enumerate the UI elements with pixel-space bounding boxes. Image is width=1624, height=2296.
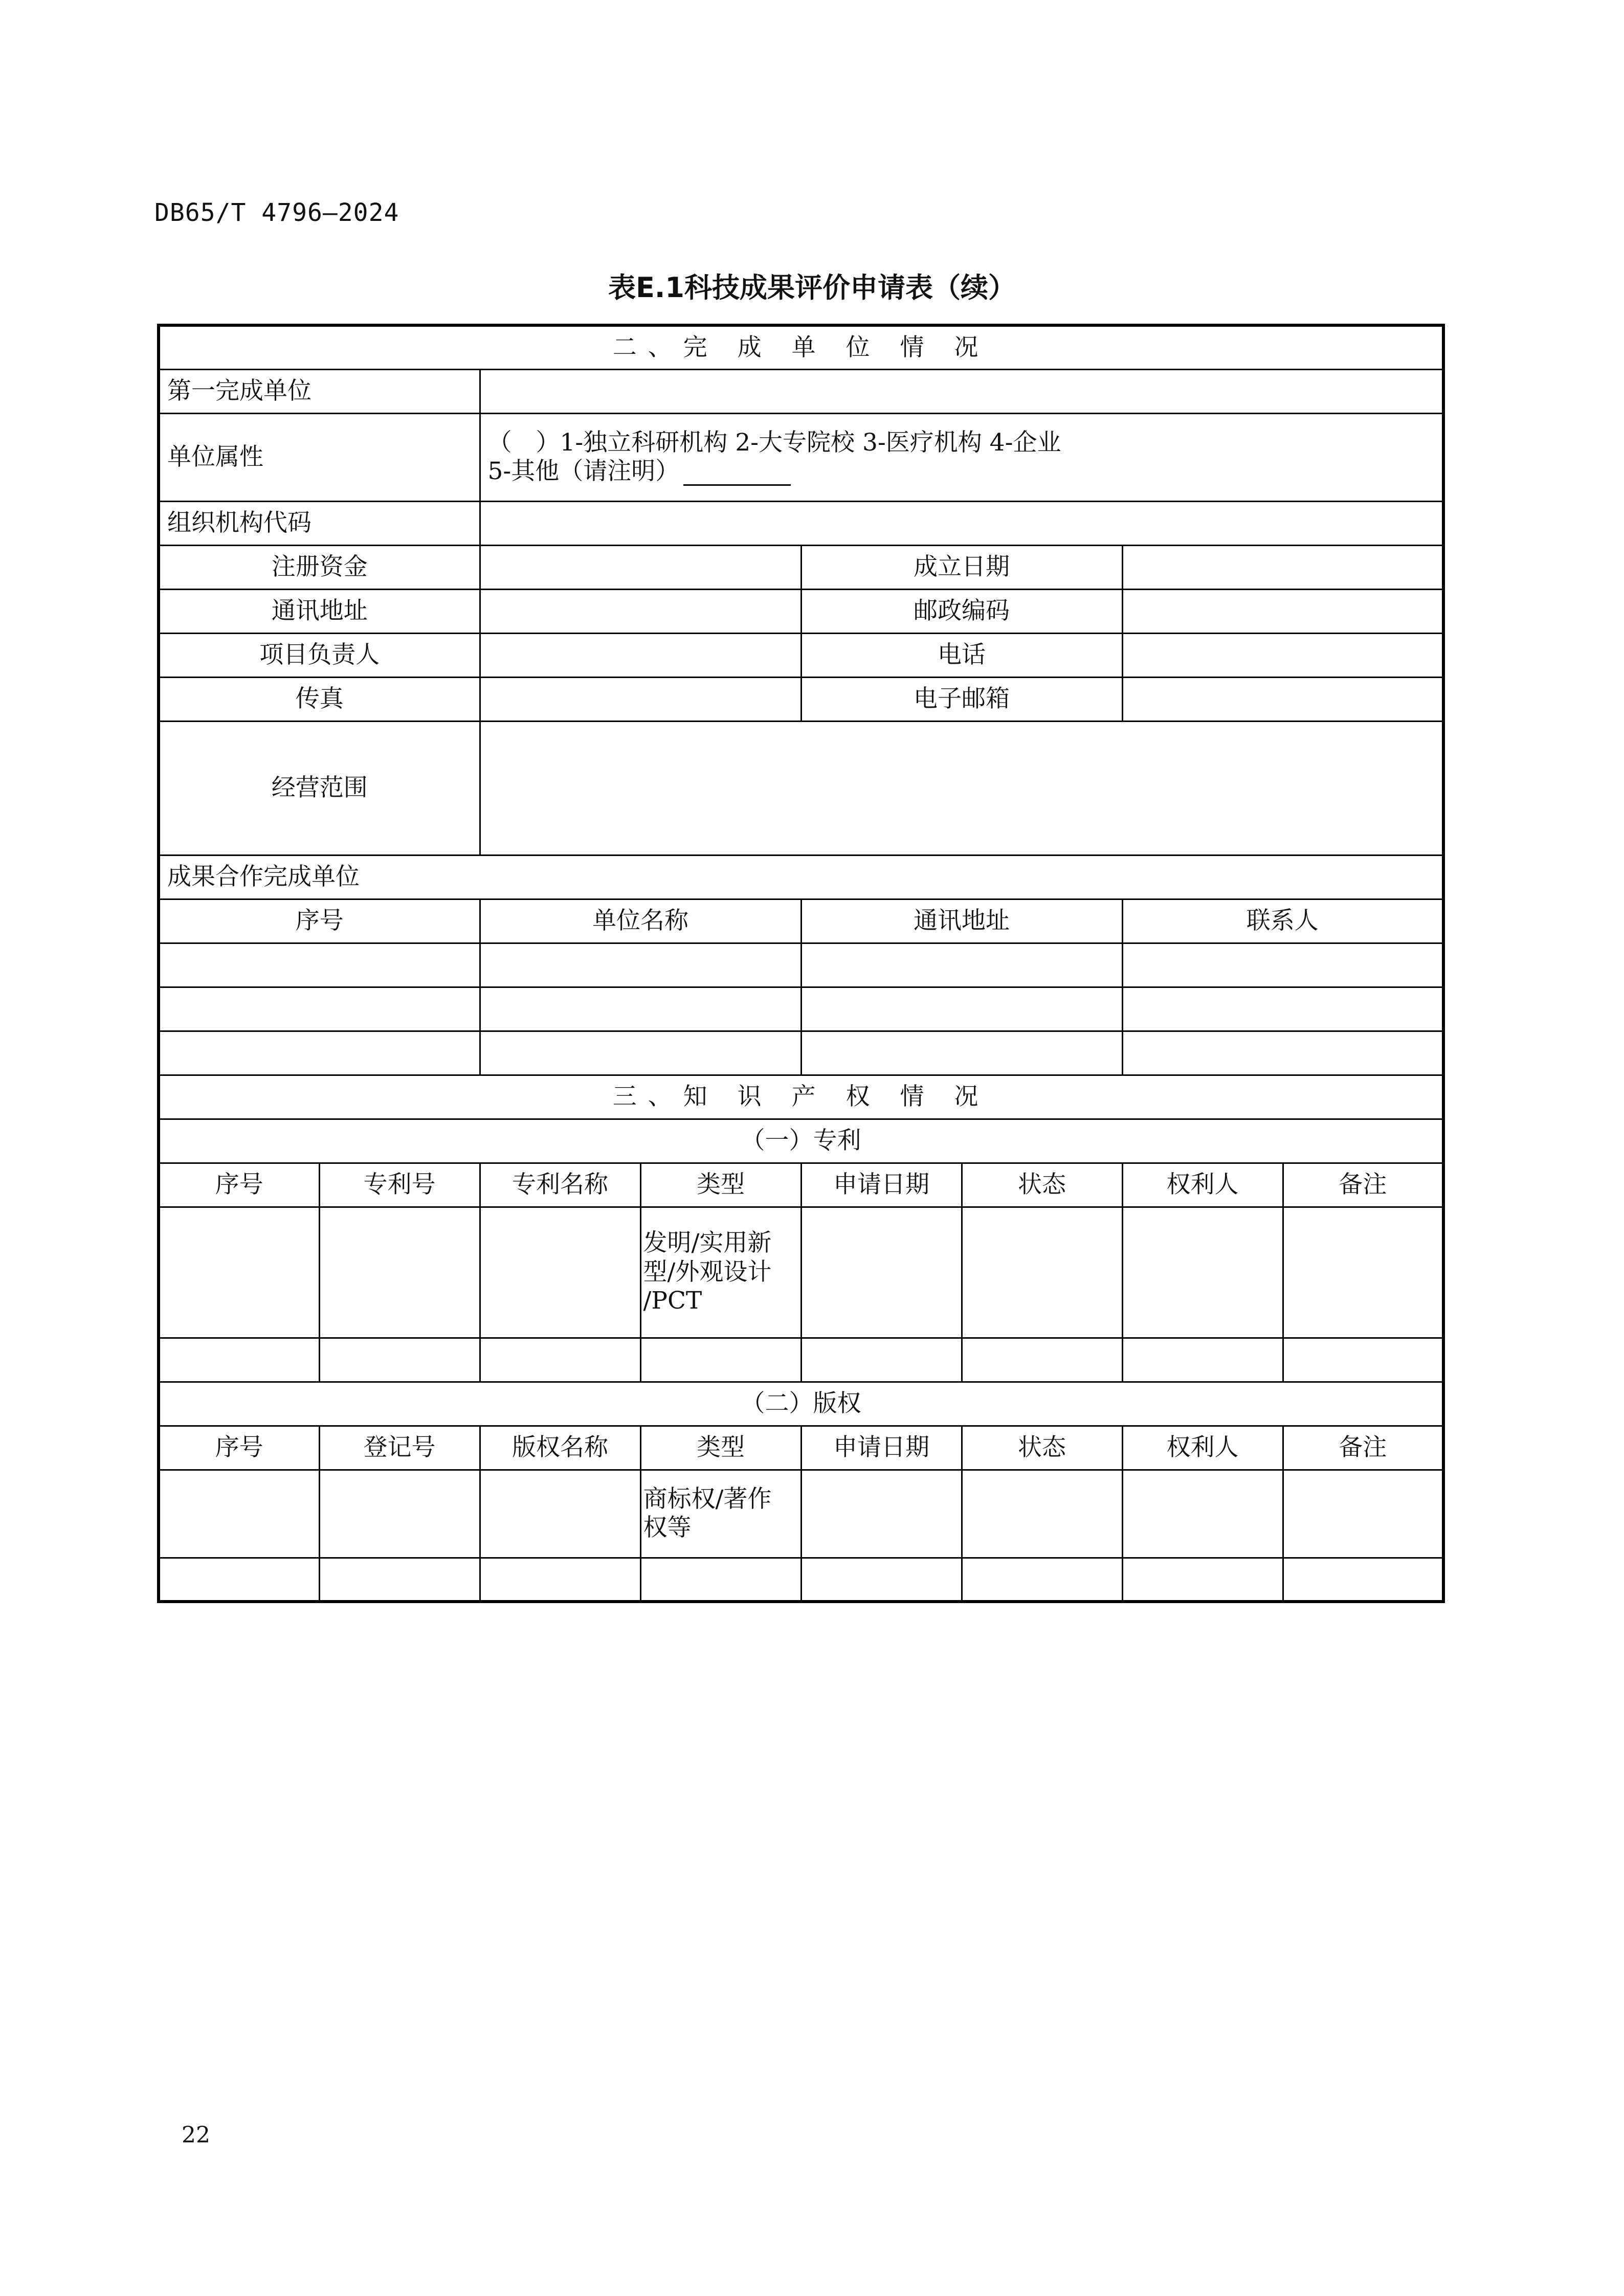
coop-cell[interactable] (480, 943, 801, 987)
other-specify-blank[interactable] (683, 462, 791, 486)
patent-cell[interactable] (1283, 1338, 1443, 1382)
attribute-options-line-1: （ ）1-独立科研机构 2-大专院校 3-医疗机构 4-企业 (487, 428, 1061, 457)
coop-cell[interactable] (159, 1031, 480, 1075)
table-row (159, 1558, 1443, 1602)
copyright-type-hint-line: 权等 (643, 1514, 692, 1542)
scope-label: 经营范围 (159, 721, 480, 855)
copyright-cell[interactable] (1283, 1558, 1443, 1602)
coop-header-name: 单位名称 (480, 899, 801, 943)
patent-cell[interactable] (1122, 1338, 1283, 1382)
leader-label: 项目负责人 (159, 633, 480, 677)
coop-header-contact: 联系人 (1122, 899, 1443, 943)
first-unit-label: 第一完成单位 (159, 369, 480, 413)
capital-field[interactable] (480, 545, 801, 589)
table-row (159, 1470, 1443, 1558)
patent-header-seq: 序号 (159, 1163, 319, 1207)
table-row (159, 1031, 1443, 1075)
copyright-cell[interactable] (159, 1558, 319, 1602)
coop-cell[interactable] (801, 943, 1122, 987)
patent-cell[interactable] (159, 1338, 319, 1382)
patent-cell[interactable] (159, 1207, 319, 1338)
copyright-header-date: 申请日期 (801, 1426, 962, 1470)
copyright-cell[interactable] (319, 1558, 480, 1602)
coop-cell[interactable] (159, 987, 480, 1031)
first-unit-field[interactable] (480, 369, 1443, 413)
patent-cell[interactable] (1122, 1207, 1283, 1338)
copyright-header-owner: 权利人 (1122, 1426, 1283, 1470)
copyright-cell[interactable] (480, 1558, 640, 1602)
fax-label: 传真 (159, 677, 480, 721)
copyright-cell[interactable] (962, 1470, 1122, 1558)
patent-cell[interactable] (480, 1207, 640, 1338)
scope-field[interactable] (480, 721, 1443, 855)
patent-type-hint-line: 发明/实用新 (643, 1229, 772, 1257)
capital-label: 注册资金 (159, 545, 480, 589)
table-title: 表E.1科技成果评价申请表（续） (608, 272, 1016, 304)
copyright-cell[interactable] (962, 1558, 1122, 1602)
patent-cell[interactable] (319, 1338, 480, 1382)
unit-attribute-label: 单位属性 (159, 413, 480, 501)
table-row (159, 943, 1443, 987)
table-row (159, 987, 1443, 1031)
patent-header-date: 申请日期 (801, 1163, 962, 1207)
patent-header-name: 专利名称 (480, 1163, 640, 1207)
copyright-cell[interactable] (801, 1558, 962, 1602)
section-ip-heading: 三、知 识 产 权 情 况 (159, 1075, 1443, 1119)
copyright-cell[interactable] (319, 1470, 480, 1558)
patent-subheading: （一）专利 (159, 1119, 1443, 1163)
address-label: 通讯地址 (159, 589, 480, 633)
patent-cell[interactable] (962, 1207, 1122, 1338)
copyright-header-type: 类型 (640, 1426, 801, 1470)
patent-cell[interactable] (319, 1207, 480, 1338)
coop-cell[interactable] (480, 1031, 801, 1075)
copyright-cell[interactable] (1283, 1470, 1443, 1558)
section-unit-heading: 二、完 成 单 位 情 况 (159, 325, 1443, 369)
patent-type-hint[interactable] (640, 1207, 801, 1338)
leader-field[interactable] (480, 633, 801, 677)
coop-header-address: 通讯地址 (801, 899, 1122, 943)
founded-label: 成立日期 (801, 545, 1122, 589)
patent-header-type: 类型 (640, 1163, 801, 1207)
copyright-cell[interactable] (480, 1470, 640, 1558)
patent-type-hint-line: /PCT (643, 1287, 702, 1315)
copyright-cell[interactable] (1122, 1470, 1283, 1558)
coop-cell[interactable] (801, 1031, 1122, 1075)
patent-cell[interactable] (1283, 1207, 1443, 1338)
copyright-cell[interactable] (640, 1558, 801, 1602)
copyright-header-name: 版权名称 (480, 1426, 640, 1470)
patent-cell[interactable] (640, 1338, 801, 1382)
org-code-field[interactable] (480, 501, 1443, 545)
coop-cell[interactable] (1122, 943, 1443, 987)
copyright-type-hint[interactable] (640, 1470, 801, 1558)
copyright-subheading: （二）版权 (159, 1382, 1443, 1426)
coop-cell[interactable] (159, 943, 480, 987)
patent-cell[interactable] (962, 1338, 1122, 1382)
patent-header-remarks: 备注 (1283, 1163, 1443, 1207)
patent-cell[interactable] (801, 1338, 962, 1382)
fax-field[interactable] (480, 677, 801, 721)
email-field[interactable] (1122, 677, 1443, 721)
page-number: 22 (182, 2122, 210, 2148)
copyright-cell[interactable] (801, 1470, 962, 1558)
attribute-options-line-2: 5-其他（请注明） (488, 457, 1435, 486)
document-code: DB65/T 4796—2024 (154, 198, 399, 227)
coop-header-seq: 序号 (159, 899, 480, 943)
copyright-header-seq: 序号 (159, 1426, 319, 1470)
patent-type-hint-line: 型/外观设计 (643, 1257, 772, 1286)
coop-cell[interactable] (1122, 1031, 1443, 1075)
patent-cell[interactable] (801, 1207, 962, 1338)
coop-cell[interactable] (801, 987, 1122, 1031)
copyright-header-remarks: 备注 (1283, 1426, 1443, 1470)
phone-field[interactable] (1122, 633, 1443, 677)
patent-header-number: 专利号 (319, 1163, 480, 1207)
table-row (159, 1207, 1443, 1338)
copyright-header-status: 状态 (962, 1426, 1122, 1470)
table-row (159, 1338, 1443, 1382)
patent-header-owner: 权利人 (1122, 1163, 1283, 1207)
copyright-header-reg-number: 登记号 (319, 1426, 480, 1470)
copyright-cell[interactable] (1122, 1558, 1283, 1602)
postcode-field[interactable] (1122, 589, 1443, 633)
patent-header-status: 状态 (962, 1163, 1122, 1207)
phone-label: 电话 (801, 633, 1122, 677)
coop-cell[interactable] (1122, 987, 1443, 1031)
evaluation-application-form (157, 324, 1445, 1603)
coop-cell[interactable] (480, 987, 801, 1031)
email-label: 电子邮箱 (801, 677, 1122, 721)
postcode-label: 邮政编码 (801, 589, 1122, 633)
org-code-label: 组织机构代码 (159, 501, 480, 545)
founded-field[interactable] (1122, 545, 1443, 589)
copyright-type-hint-line: 商标权/著作 (643, 1484, 772, 1513)
copyright-cell[interactable] (159, 1470, 319, 1558)
coop-units-label: 成果合作完成单位 (159, 855, 1443, 899)
patent-cell[interactable] (480, 1338, 640, 1382)
unit-attribute-options[interactable] (480, 413, 1443, 501)
address-field[interactable] (480, 589, 801, 633)
